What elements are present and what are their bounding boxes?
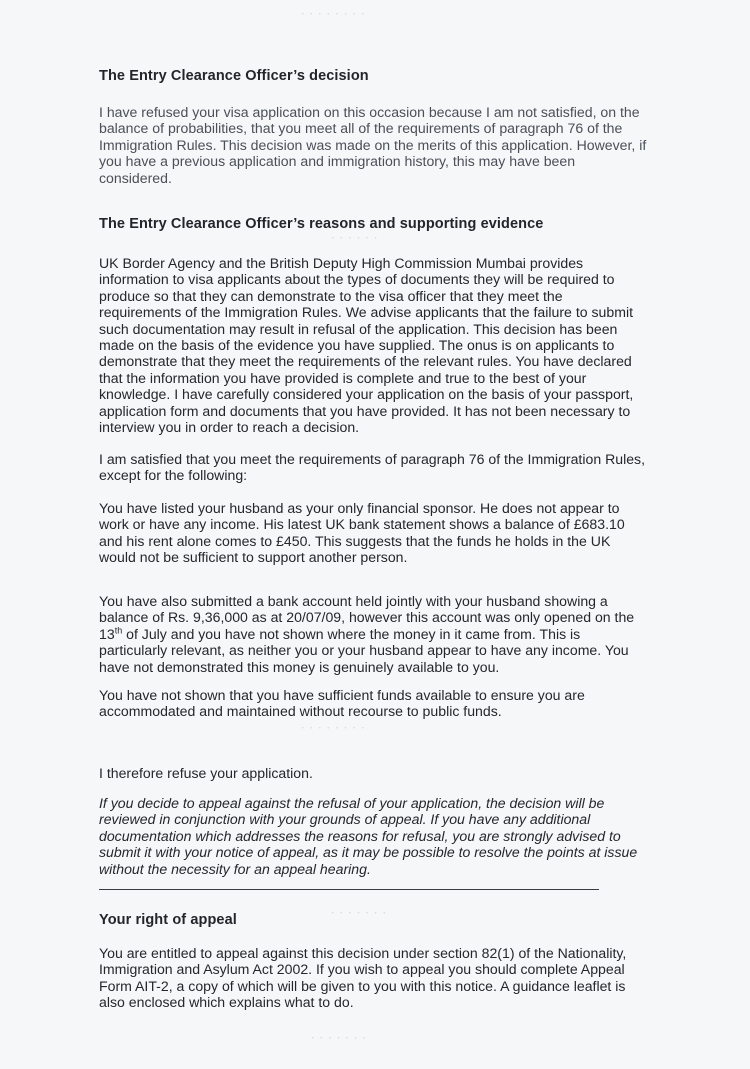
show-through-texture: · · · · · · · — [330, 905, 387, 920]
reasons-heading: The Entry Clearance Officer’s reasons and supporting evidence — [99, 216, 544, 232]
show-through-texture: · · · · · · · — [310, 1030, 367, 1045]
right-of-appeal-paragraph: You are entitled to appeal against this decision under section 82(1) of the Nationality, Immigration and Asylum Act 2002. If you wish to appeal you should complete Appeal Form AIT-2, a copy of which will be given to you with this notice. A guidance leaflet is also enclosed which explains what to do. — [99, 945, 627, 1011]
decision-paragraph: I have refused your visa application on this occasion because I am not satisfied, on the balance of probabilities, that you meet all of the requirements of paragraph 76 of the Immigration Rules. This decision was made on the merits of this application. However, if you have a previous application and immigration history, this may have been considered. — [99, 104, 647, 186]
decision-heading: The Entry Clearance Officer’s decision — [99, 68, 369, 84]
sponsor-paragraph: You have listed your husband as your only financial sponsor. He does not appear to work or have any income. His latest UK bank statement shows a balance of £683.10 and his rent alone comes to £450. This suggests that the funds he holds in the UK would not be sufficient to support another person. — [99, 500, 625, 566]
reasons-intro-paragraph: UK Border Agency and the British Deputy High Commission Mumbai provides information to visa applicants about the types of documents they will be required to produce so that they can demonstrate to the visa officer that they meet the requirements of the Immigration Rules. We advise applicants that the failure to submit such documentation may result in refusal of the application. This decision has been made on the basis of the evidence you have supplied. The onus is on applicants to demonstrate that they meet the requirements of the relevant rules. You have declared that the information you have provided is complete and true to the best of your knowledge. I have carefully considered your application on the basis of your passport, application form and documents that you have provided. It has not been necessary to interview you in order to reach a decision. — [99, 255, 634, 436]
refusal-statement: I therefore refuse your application. — [99, 765, 313, 781]
bank-account-paragraph — [99, 593, 647, 675]
ordinal-suffix: th — [114, 625, 123, 636]
right-of-appeal-heading: Your right of appeal — [99, 912, 237, 928]
bank-account-text-start: You have also submitted a bank account held jointly with your husband showing a balance of Rs. 9,36,000 as at 20/07/09, however this account was only opened on the 13 — [99, 593, 635, 642]
satisfied-paragraph: I am satisfied that you meet the requirements of paragraph 76 of the Immigration Rules, except for the following: — [99, 451, 646, 484]
show-through-texture: · · · · · · · · — [300, 6, 365, 21]
section-divider — [99, 889, 599, 890]
appeal-advice-paragraph: If you decide to appeal against the refusal of your application, the decision will be reviewed in conjunction with your grounds of appeal. If you have any additional documentation which addresses the reasons for refusal, you are strongly advised to submit it with your notice of appeal, as it may be possible to resolve the points at issue without the necessity for an appeal hearing. — [99, 795, 638, 877]
bank-account-text-end: of July and you have not shown where the money in it came from. This is particularly relevant, as neither you or your husband appear to have any income. You have not demonstrated this money is genuinely available to you. — [99, 625, 629, 675]
show-through-texture: · · · · · · · · — [300, 720, 365, 735]
funds-paragraph: You have not shown that you have sufficient funds available to ensure you are accommodated and maintained without recourse to public funds. — [99, 687, 585, 720]
show-through-texture: · · · · · · — [330, 230, 378, 245]
